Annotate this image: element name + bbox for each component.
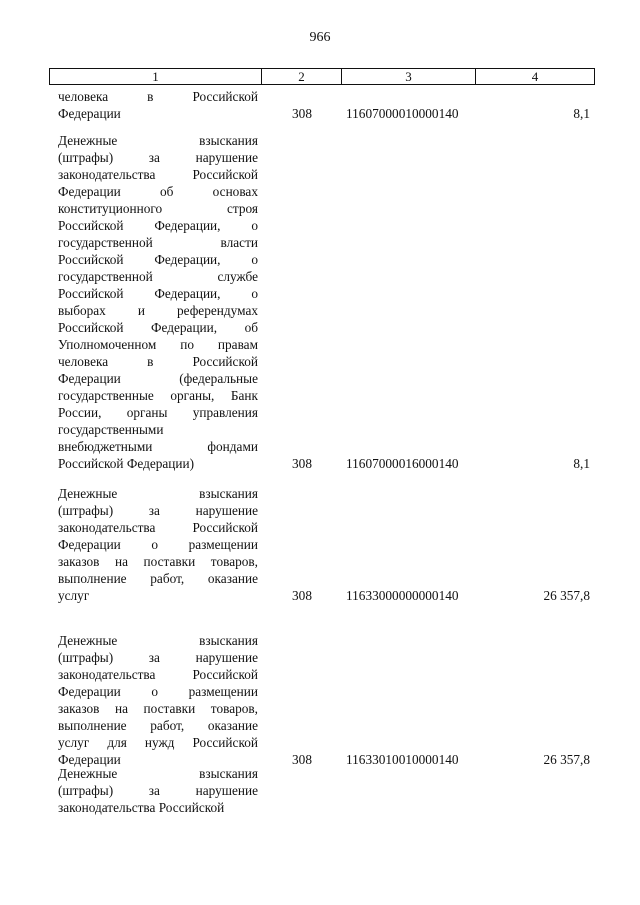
page-number: 966 — [309, 30, 331, 45]
description-line: (штрафы) за нарушение — [58, 503, 258, 518]
description-line: государственными — [58, 422, 164, 437]
amount-value: 8,1 — [573, 456, 590, 471]
description-line: Уполномоченном по правам — [58, 337, 258, 352]
description-line: Денежные взыскания — [58, 633, 258, 648]
amount-value: 26 357,8 — [543, 588, 590, 603]
admin-code: 308 — [292, 588, 312, 603]
description-line: выборах и референдумах — [58, 303, 258, 318]
budget-code: 11607000010000140 — [346, 106, 459, 121]
description-line: Федерации — [58, 752, 121, 767]
description-line: услуг — [58, 588, 90, 603]
description-line: конституционного строя — [58, 201, 258, 216]
header-cell-3: 3 — [342, 69, 476, 84]
description-line: законодательства Российской — [58, 667, 258, 682]
description-line: человека в Российской — [58, 354, 258, 369]
description-line: Федерации об основах — [58, 184, 258, 199]
description-line: Денежные взыскания — [58, 486, 258, 501]
budget-code: 11633010010000140 — [346, 752, 459, 767]
description-line: Российской Федерации, о — [58, 286, 258, 301]
description-line: (штрафы) за нарушение — [58, 650, 258, 665]
description-line: Федерации — [58, 106, 121, 121]
description-line: законодательства Российской — [58, 167, 258, 182]
description-line: Федерации о размещении — [58, 684, 258, 699]
description-line: Российской Федерации) — [58, 456, 195, 471]
row-description — [58, 88, 258, 122]
admin-code: 308 — [292, 456, 312, 471]
description-line: Денежные взыскания — [58, 133, 258, 148]
description-line: услуг для нужд Российской — [58, 735, 258, 750]
description-line: Российской Федерации, о — [58, 252, 258, 267]
description-line: Денежные взыскания — [58, 766, 258, 781]
description-line: государственной службе — [58, 269, 258, 284]
row-description — [58, 485, 258, 604]
description-line: России, органы управления — [58, 405, 258, 420]
row-description — [58, 632, 258, 768]
amount-value: 8,1 — [573, 106, 590, 121]
description-line: Федерации о размещении — [58, 537, 258, 552]
description-line: заказов на поставки товаров, — [58, 701, 258, 716]
description-line: законодательства Российской — [58, 800, 225, 815]
description-line: законодательства Российской — [58, 520, 258, 535]
row-description — [58, 132, 258, 472]
description-line: (штрафы) за нарушение — [58, 783, 258, 798]
description-line: человека в Российской — [58, 89, 258, 104]
description-line: внебюджетными фондами — [58, 439, 258, 454]
admin-code: 308 — [292, 752, 312, 767]
description-line: государственные органы, Банк — [58, 388, 258, 403]
amount-value: 26 357,8 — [543, 752, 590, 767]
description-line: выполнение работ, оказание — [58, 718, 258, 733]
description-line: (штрафы) за нарушение — [58, 150, 258, 165]
header-cell-1: 1 — [50, 69, 262, 84]
header-cell-4: 4 — [531, 69, 539, 84]
description-line: Российской Федерации, о — [58, 218, 258, 233]
admin-code: 308 — [292, 106, 312, 121]
header-cell-2: 2 — [262, 69, 342, 84]
description-line: Российской Федерации, об — [58, 320, 258, 335]
description-line: выполнение работ, оказание — [58, 571, 258, 586]
row-description — [58, 765, 258, 816]
budget-code: 11633000000000140 — [346, 588, 459, 603]
description-line: государственной власти — [58, 235, 258, 250]
table-header — [49, 68, 595, 85]
description-line: заказов на поставки товаров, — [58, 554, 258, 569]
budget-code: 11607000016000140 — [346, 456, 459, 471]
description-line: Федерации (федеральные — [58, 371, 258, 386]
